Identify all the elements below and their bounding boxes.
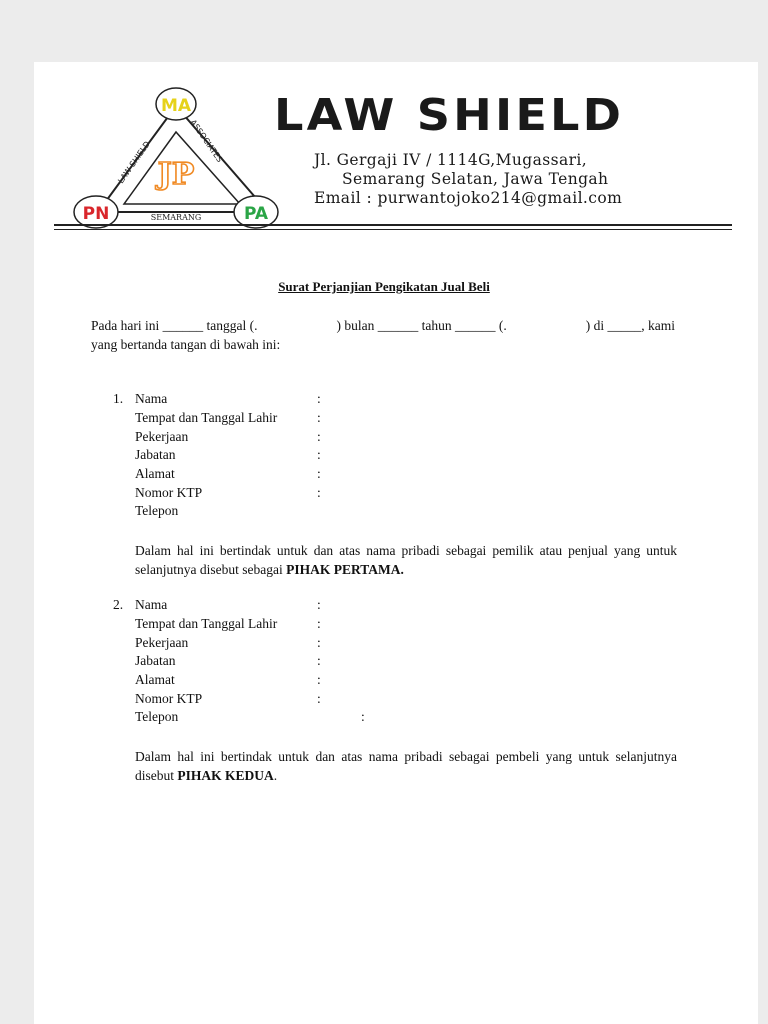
intro-line-2: yang bertanda tangan di bawah ini: <box>91 337 281 352</box>
party-2-desc-end: . <box>273 768 278 783</box>
field-label: Jabatan <box>135 447 176 462</box>
email-line: Email : purwantojoko214@gmail.com <box>314 189 623 207</box>
party-2-field-pekerjaan <box>135 635 321 654</box>
field-label: Nama <box>135 597 168 612</box>
intro-line-1 <box>91 316 675 335</box>
field-label: Pekerjaan <box>135 429 189 444</box>
party-1-field-ttl <box>135 410 321 429</box>
letterhead-rule-thick <box>54 224 732 226</box>
field-label: Alamat <box>135 466 175 481</box>
party-1-description <box>135 541 677 579</box>
intro-paragraph <box>91 316 675 354</box>
party-2-field-ttl <box>135 616 321 635</box>
field-colon: : <box>317 485 321 500</box>
logo-monogram: JP <box>157 157 195 192</box>
party-1-field-telepon <box>135 503 178 522</box>
field-label: Pekerjaan <box>135 635 189 650</box>
field-label: Telepon <box>135 503 179 518</box>
field-colon: : <box>317 653 321 668</box>
field-label: Telepon <box>135 709 179 724</box>
field-colon: : <box>317 391 321 406</box>
party-1-role: PIHAK PERTAMA. <box>286 562 404 577</box>
logo-bottom-text: SEMARANG <box>150 213 202 222</box>
party-2-field-nama <box>135 597 321 616</box>
party-1-field-ktp <box>135 485 321 504</box>
field-label: Tempat dan Tanggal Lahir <box>135 410 278 425</box>
logo-ma-badge: MA <box>160 96 192 116</box>
party-1-number: 1. <box>113 391 124 406</box>
party-2-description <box>135 747 677 785</box>
address-line-1: Jl. Gergaji IV / 1114G,Mugassari, <box>314 151 588 169</box>
logo-left-text: LAW SHIELD <box>116 139 152 186</box>
address-line-2: Semarang Selatan, Jawa Tengah <box>342 170 609 188</box>
party-2-field-alamat <box>135 672 321 691</box>
party-1-field-pekerjaan <box>135 429 321 448</box>
party-2-field-jabatan <box>135 653 321 672</box>
firm-name: LAW SHIELD <box>274 90 625 141</box>
party-1-field-jabatan <box>135 447 321 466</box>
field-label: Tempat dan Tanggal Lahir <box>135 616 278 631</box>
logo-pa-badge: PA <box>243 204 269 224</box>
intro-part-1: Pada hari ini ______ tanggal (. <box>91 318 258 333</box>
letterhead-rule-thin <box>54 229 732 230</box>
field-colon: : <box>317 635 321 650</box>
field-colon: : <box>317 672 321 687</box>
letterhead <box>34 62 758 237</box>
party-2-desc-text: Dalam hal ini bertindak untuk dan atas nama pribadi sebagai pembeli yang untuk selanjutnya disebut <box>135 749 677 783</box>
intro-part-3: ) di _____, kami <box>585 318 675 333</box>
document-title: Surat Perjanjian Pengikatan Jual Beli <box>278 279 490 294</box>
party-2-role: PIHAK KEDUA <box>177 768 274 783</box>
document-page <box>34 62 758 1024</box>
field-label: Jabatan <box>135 653 176 668</box>
party-2-field-telepon <box>135 709 365 728</box>
party-2-number: 2. <box>113 597 124 612</box>
field-label: Nama <box>135 391 168 406</box>
intro-part-2: ) bulan ______ tahun ______ (. <box>336 318 507 333</box>
logo-right-text: ASSOCIATES <box>188 117 225 164</box>
party-1-desc-text: Dalam hal ini bertindak untuk dan atas nama pribadi sebagai pemilik atau penjual yang untuk selanjutnya disebut sebagai <box>135 543 677 577</box>
party-1-field-nama <box>135 391 321 410</box>
party-2-field-ktp <box>135 691 321 710</box>
logo-pn-badge: PN <box>82 204 110 224</box>
field-colon: : <box>317 466 321 481</box>
field-colon: : <box>361 709 365 724</box>
field-colon: : <box>317 429 321 444</box>
field-label: Alamat <box>135 672 175 687</box>
field-colon: : <box>317 447 321 462</box>
field-colon: : <box>317 691 321 706</box>
party-1-field-alamat <box>135 466 321 485</box>
field-colon: : <box>317 616 321 631</box>
field-colon: : <box>317 597 321 612</box>
field-colon: : <box>317 410 321 425</box>
field-label: Nomor KTP <box>135 485 203 500</box>
field-label: Nomor KTP <box>135 691 203 706</box>
